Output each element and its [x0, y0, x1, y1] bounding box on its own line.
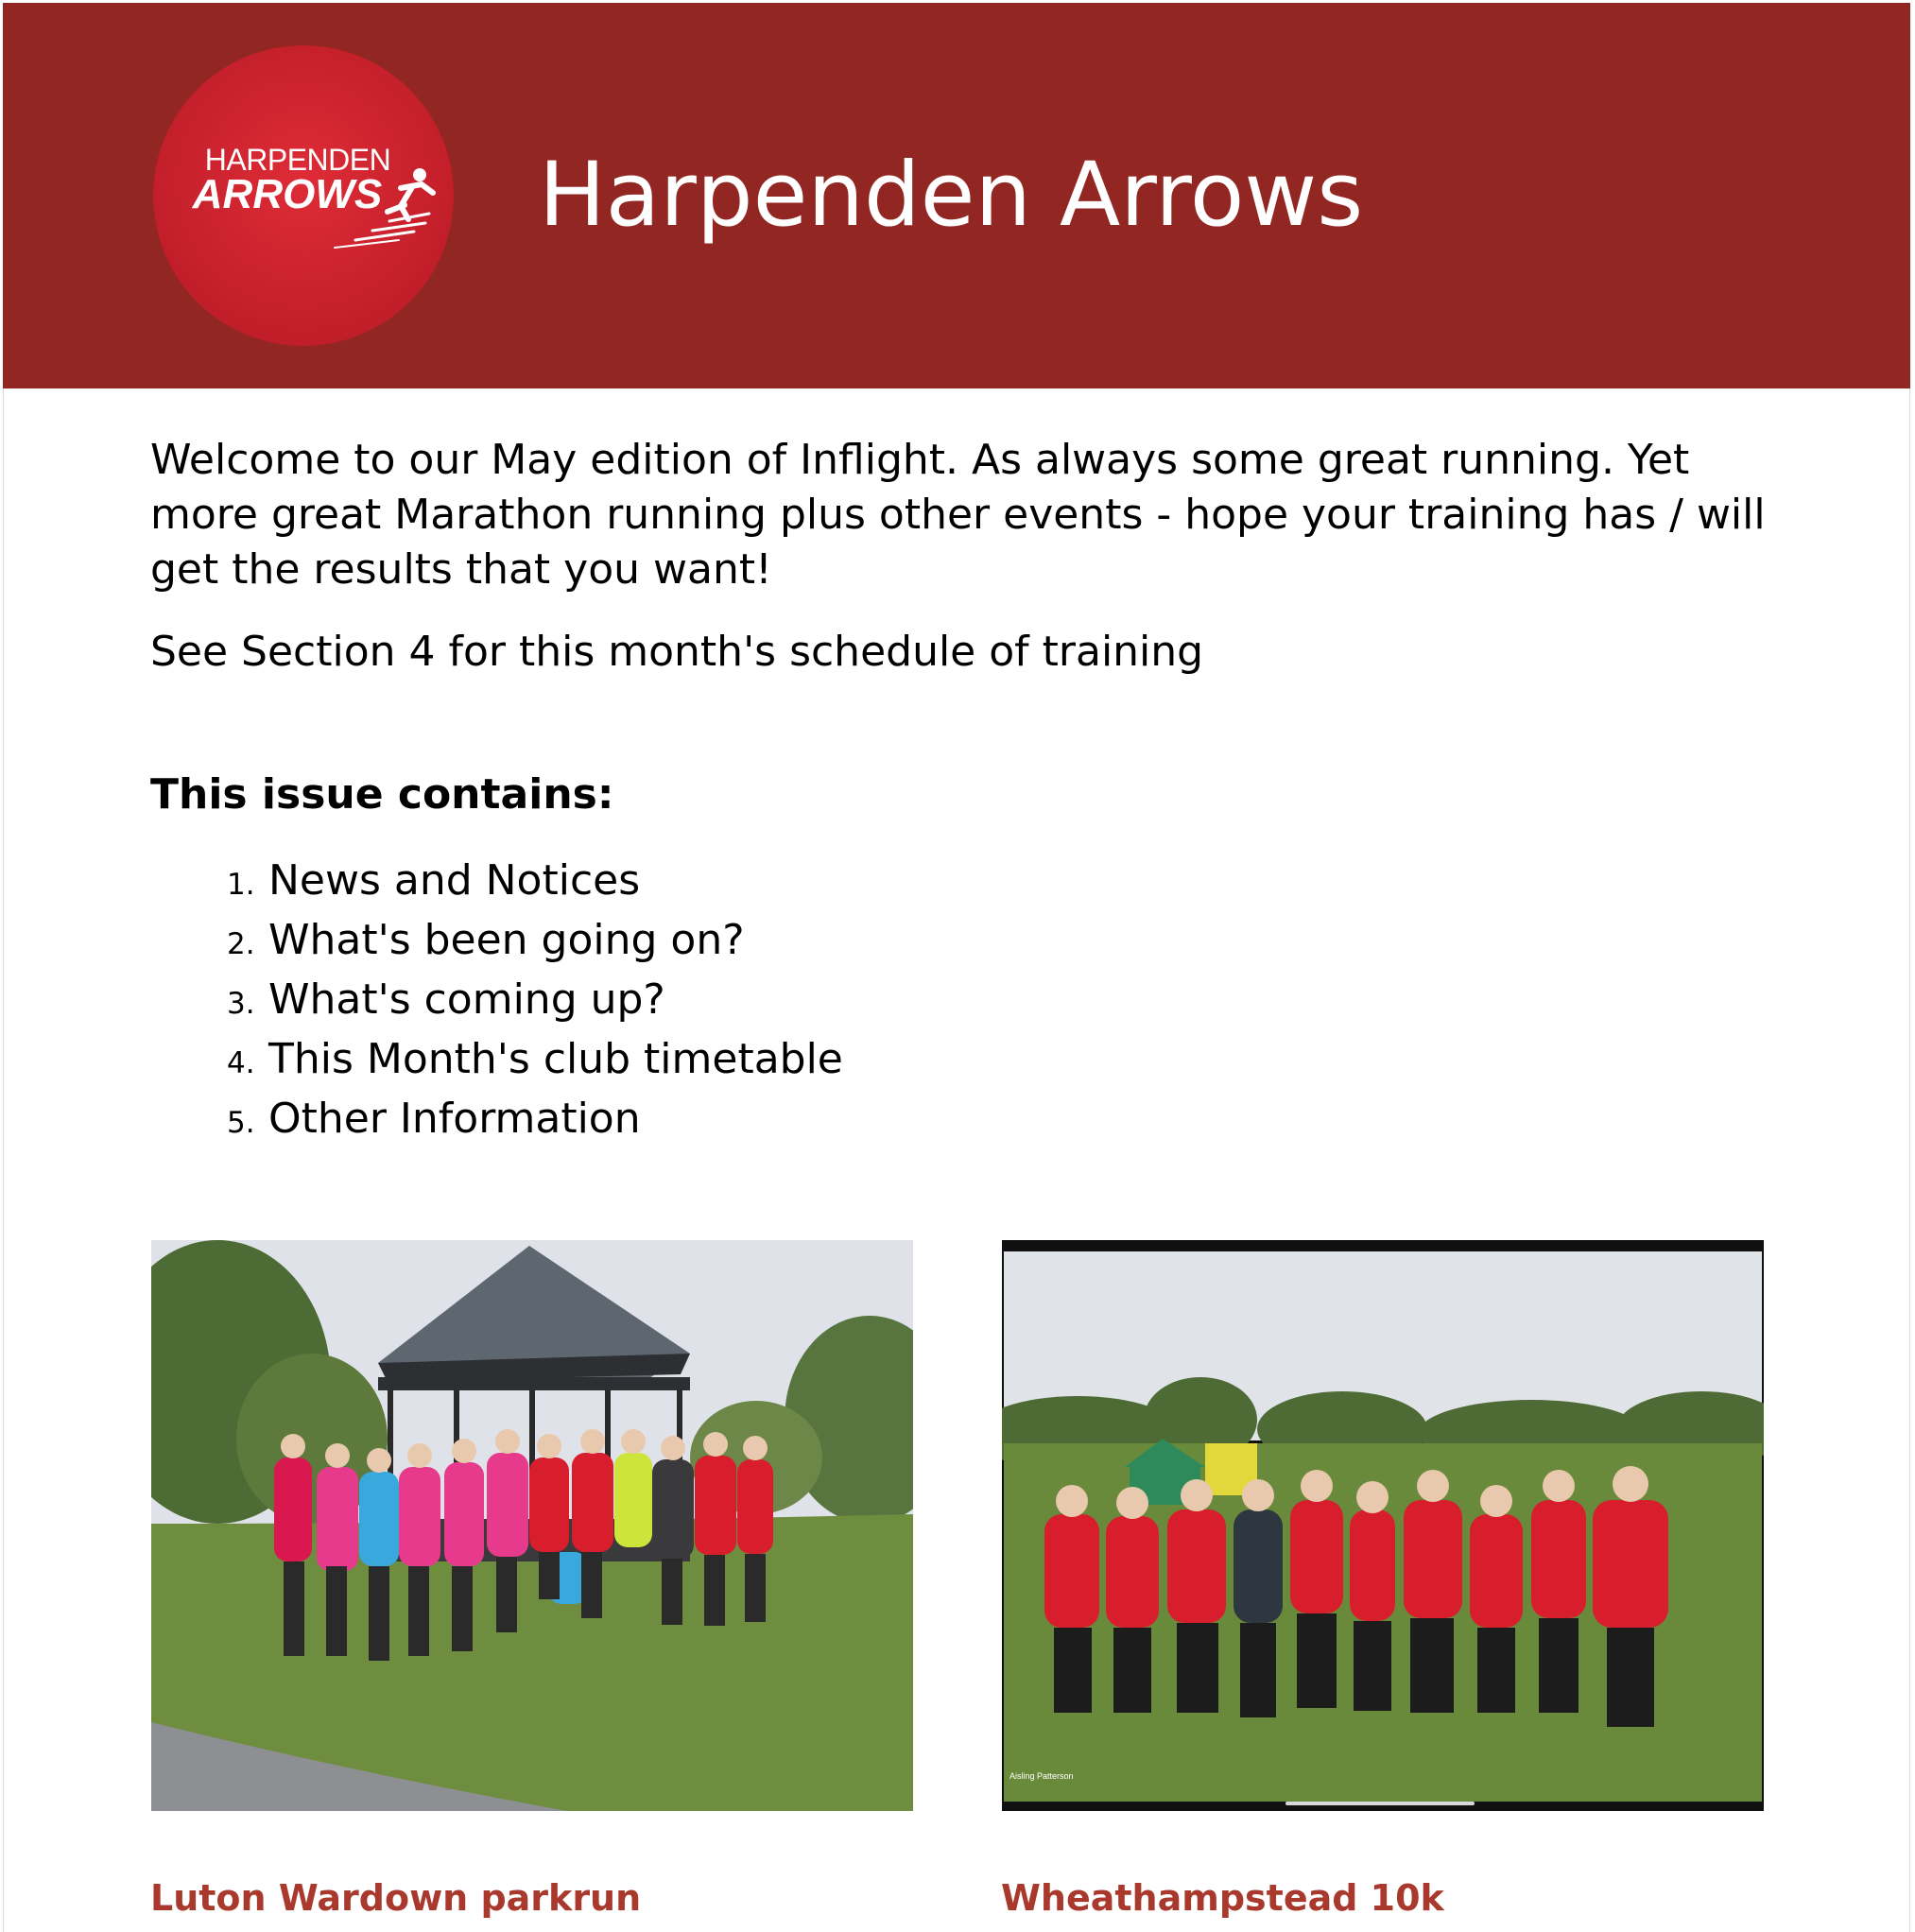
- contents-item-number: 2.: [227, 927, 255, 961]
- logo-top-text: HARPENDEN: [204, 143, 391, 177]
- contents-heading: This issue contains:: [150, 770, 614, 819]
- contents-item-label: What's been going on?: [268, 916, 745, 964]
- contents-item-label: This Month's club timetable: [268, 1035, 843, 1083]
- contents-list: [227, 851, 843, 1148]
- contents-item: [227, 1089, 843, 1148]
- contents-item: [227, 910, 843, 970]
- header-title: Harpenden Arrows: [539, 144, 1364, 247]
- home-indicator: [1285, 1802, 1475, 1805]
- contents-item-label: Other Information: [268, 1095, 641, 1143]
- photo-caption-parkrun: [150, 1875, 641, 1921]
- contents-item-number: 1.: [227, 868, 255, 902]
- group-photo-field: [1002, 1240, 1764, 1811]
- contents-item: [227, 1029, 843, 1089]
- schedule-note: See Section 4 for this month's schedule of training: [150, 628, 1204, 676]
- caption-text: Wheathampstead 10k: [1001, 1877, 1444, 1919]
- photo-caption-10k: [1001, 1875, 1444, 1921]
- logo-graphic: [153, 45, 454, 346]
- contents-item-label: News and Notices: [268, 856, 641, 905]
- contents-item-number: 5.: [227, 1106, 255, 1140]
- contents-item: [227, 970, 843, 1029]
- parkrun-photo[interactable]: [151, 1240, 913, 1811]
- contents-item-label: What's coming up?: [268, 975, 665, 1024]
- logo-main-text: ARROWS: [192, 171, 383, 217]
- intro-paragraph: Welcome to our May edition of Inflight. As always some great running. Yet more great Marathon running plus other events - hope your training has / will get the results that you want!: [150, 436, 1766, 594]
- contents-item: [227, 851, 843, 910]
- header-banner: [3, 3, 1910, 388]
- wheathampstead-photo[interactable]: [1002, 1240, 1764, 1811]
- contents-item-number: 4.: [227, 1046, 255, 1080]
- group-photo-bandstand: [151, 1240, 913, 1811]
- photo-watermark: Aisling Patterson: [1009, 1771, 1074, 1781]
- caption-text: Luton Wardown parkrun: [150, 1877, 642, 1919]
- contents-item-number: 3.: [227, 987, 255, 1021]
- club-logo[interactable]: [153, 45, 454, 346]
